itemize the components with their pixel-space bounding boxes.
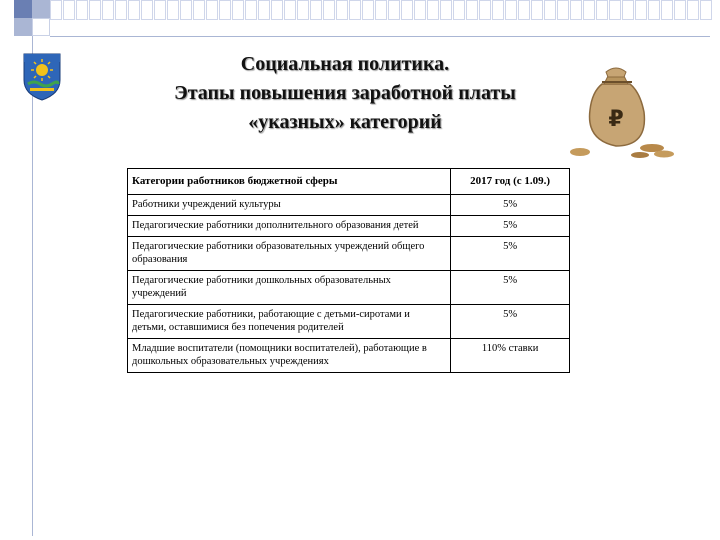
value-cell: 5% bbox=[451, 271, 570, 305]
category-cell: Младшие воспитатели (помощники воспитателей), работающие в дошкольных образовательных учреждениях bbox=[128, 339, 451, 373]
table-row bbox=[128, 339, 570, 373]
decor-vertical-line bbox=[32, 36, 33, 536]
table-row bbox=[128, 271, 570, 305]
category-cell: Педагогические работники, работающие с детьми-сиротами и детьми, оставшимися без попечения родителей bbox=[128, 305, 451, 339]
category-cell: Педагогические работники образовательных учреждений общего образования bbox=[128, 237, 451, 271]
decor-horizontal-line bbox=[50, 36, 710, 37]
wage-increase-table bbox=[127, 168, 570, 373]
category-cell: Педагогические работники дошкольных образовательных учреждений bbox=[128, 271, 451, 305]
category-cell: Педагогические работники дополнительного образования детей bbox=[128, 216, 451, 237]
title-line: «указных» категорий bbox=[248, 111, 442, 133]
coat-of-arms-icon bbox=[20, 50, 64, 102]
table-row bbox=[128, 305, 570, 339]
money-bag-ruble-icon bbox=[540, 60, 692, 160]
decor-square bbox=[14, 0, 32, 18]
table-row bbox=[128, 237, 570, 271]
category-cell: Работники учреждений культуры bbox=[128, 195, 451, 216]
table-row bbox=[128, 195, 570, 216]
decor-square bbox=[32, 0, 50, 18]
table-header-row bbox=[128, 169, 570, 195]
title-line: Этапы повышения заработной платы bbox=[174, 82, 516, 104]
decor-square bbox=[14, 18, 32, 36]
value-cell: 5% bbox=[451, 216, 570, 237]
ruble-symbol: ₽ bbox=[608, 107, 624, 132]
decor-square bbox=[32, 18, 50, 36]
column-header: 2017 год (с 1.09.) bbox=[451, 169, 570, 195]
value-cell: 5% bbox=[451, 195, 570, 216]
page-title bbox=[100, 50, 590, 137]
value-cell: 5% bbox=[451, 237, 570, 271]
column-header: Категории работников бюджетной сферы bbox=[128, 169, 451, 195]
decor-band bbox=[50, 0, 720, 22]
table-row bbox=[128, 216, 570, 237]
value-cell: 110% ставки bbox=[451, 339, 570, 373]
value-cell: 5% bbox=[451, 305, 570, 339]
title-line: Социальная политика. bbox=[240, 53, 450, 75]
